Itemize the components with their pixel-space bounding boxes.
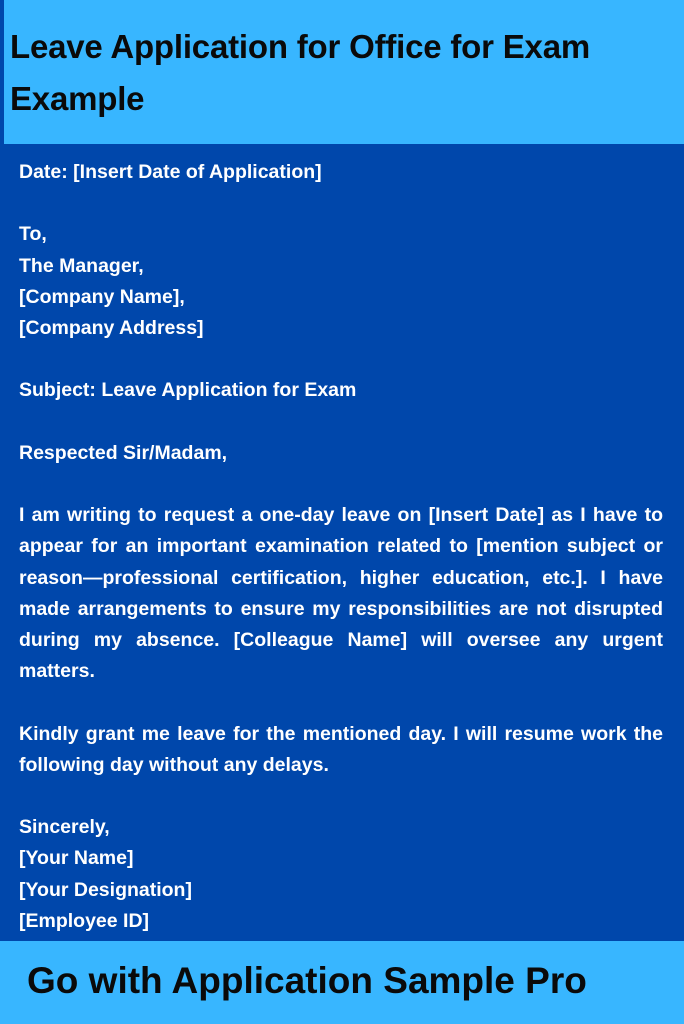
header-banner [0,0,684,144]
letter-body [19,157,663,937]
page-title: Leave Application for Office for Exam Example [10,28,591,117]
spacer [19,188,663,219]
body-paragraph-1: I am writing to request a one-day leave on [Insert Date] as I have to appear for an important examination related to [mention subject or reason—professional certification, higher education, etc.]. I have made arrangements to ensure my responsibilities are not disrupted during my absence. [Colleague Name] will oversee any urgent matters. [19,504,663,683]
recipient-line: The Manager, [19,254,144,277]
date-line: Date: [Insert Date of Application] [19,161,322,183]
to-line: To, [19,223,47,246]
your-name-line: [Your Name] [19,847,134,870]
footer-brand-text: Go with Application Sample Pro [27,960,587,1001]
spacer [19,469,663,500]
body-paragraph-2: Kindly grant me leave for the mentioned day. I will resume work the following day without any delays. [19,722,663,776]
subject-line: Subject: Leave Application for Exam [19,379,357,402]
company-address-line: [Company Address] [19,317,204,339]
your-designation-line: [Your Designation] [19,878,192,901]
salutation-line: Respected Sir/Madam, [19,441,228,464]
employee-id-line: [Employee ID] [19,909,150,932]
spacer [19,407,663,438]
spacer [19,781,663,812]
closing-line: Sincerely, [19,816,110,839]
spacer [19,344,663,375]
footer-banner [0,941,684,1024]
spacer [19,687,663,718]
company-name-line: [Company Name], [19,285,185,308]
